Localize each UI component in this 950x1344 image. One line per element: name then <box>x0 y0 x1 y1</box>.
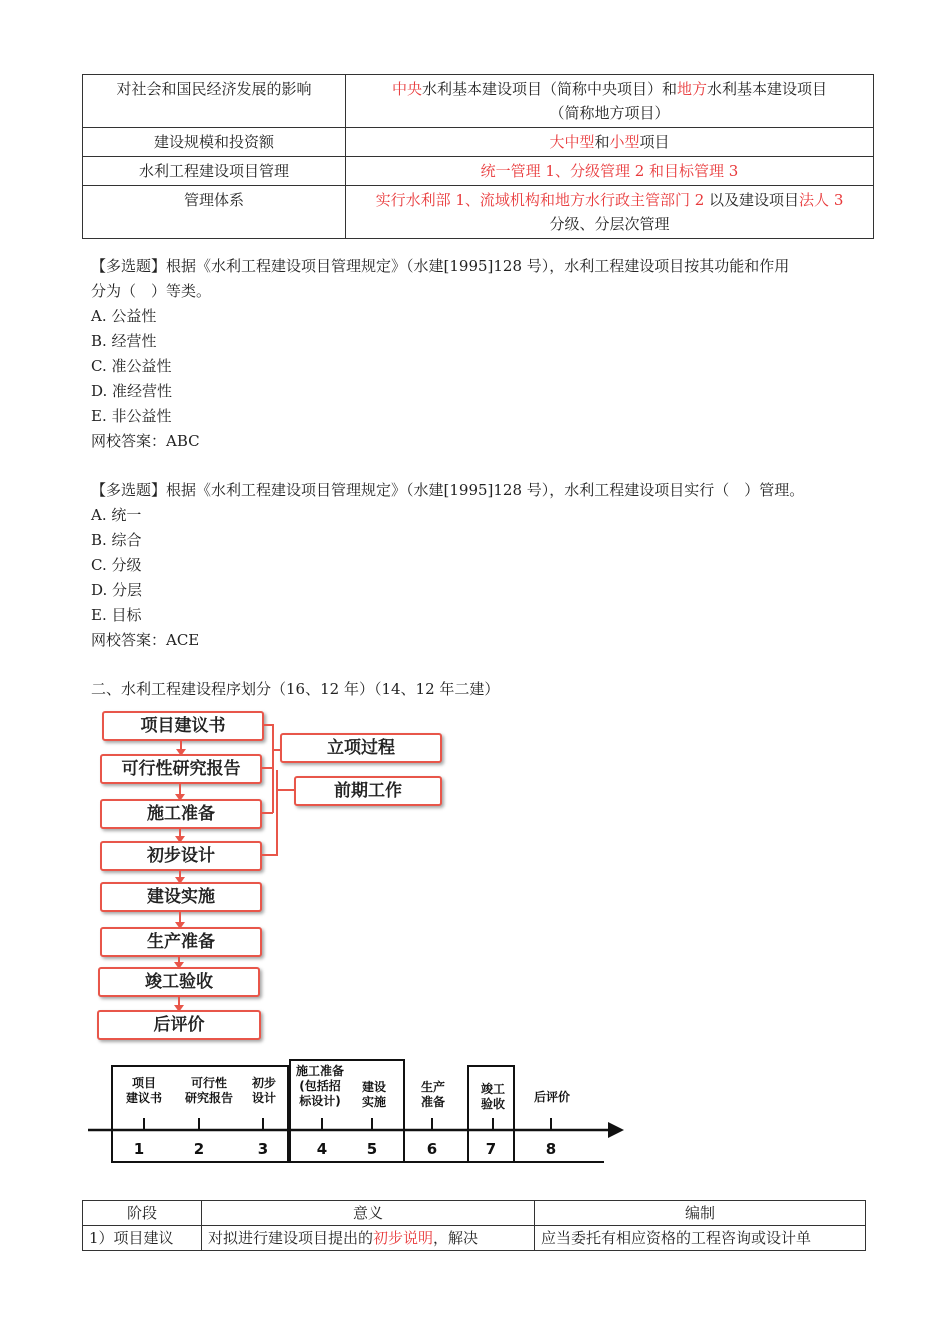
project-classification-table <box>82 74 874 239</box>
option: D. 准经营性 <box>91 382 173 400</box>
option: D. 分层 <box>91 581 143 599</box>
down-arrow-icon <box>178 997 180 1006</box>
down-arrow-icon <box>178 957 180 963</box>
timeline-stage-label: 初步 设计 <box>251 1076 276 1105</box>
down-arrow-icon <box>179 871 181 878</box>
flow-step: 生产准备 <box>100 927 262 957</box>
row-label: 建设规模和投资额 <box>83 128 346 157</box>
meaning-cell: 对拟进行建设项目提出的初步说明，解决 <box>202 1226 535 1251</box>
option: C. 准公益性 <box>91 357 172 375</box>
timeline-stage-label: 可行性 研究报告 <box>184 1076 233 1105</box>
table-row <box>83 128 874 157</box>
flow-step: 可行性研究报告 <box>100 754 262 784</box>
question-1 <box>91 254 891 454</box>
option: E. 非公益性 <box>91 407 172 425</box>
timeline-stage-label: 竣工 验收 <box>480 1082 505 1111</box>
flow-step: 项目建议书 <box>102 711 264 741</box>
timeline-stage-label: 建设 实施 <box>361 1080 386 1109</box>
answer: 网校答案：ABC <box>91 432 200 450</box>
timeline-stage-label: 后评价 <box>533 1090 570 1104</box>
option: A. 公益性 <box>91 307 157 325</box>
flow-step: 后评价 <box>97 1010 261 1040</box>
row-label: 对社会和国民经济发展的影响 <box>83 75 346 128</box>
table-row <box>83 75 874 128</box>
down-arrow-icon <box>179 912 181 923</box>
question-text: 【多选题】根据《水利工程建设项目管理规定》（水建[1995]128 号），水利工程建设项目按其功能和作用 <box>91 257 790 275</box>
row-label: 水利工程建设项目管理 <box>83 157 346 186</box>
option: A. 统一 <box>91 506 142 524</box>
flow-step: 竣工验收 <box>98 967 260 997</box>
option: E. 目标 <box>91 606 142 624</box>
table-row <box>83 1226 866 1251</box>
timeline-stage-label: 生产 准备 <box>420 1080 445 1109</box>
flow-step: 施工准备 <box>100 799 262 829</box>
timeline-stage-number: 6 <box>426 1140 438 1158</box>
column-header: 意义 <box>202 1201 535 1226</box>
row-content: 统一管理 1、分级管理 2 和目标管理 3 <box>346 157 874 186</box>
question-2 <box>91 478 891 653</box>
timeline-stage-number: 4 <box>316 1140 328 1158</box>
answer: 网校答案：ACE <box>91 631 200 649</box>
compile-cell: 应当委托有相应资格的工程咨询或设计单 <box>535 1226 866 1251</box>
option: B. 经营性 <box>91 332 157 350</box>
timeline-stage-number: 7 <box>485 1140 497 1158</box>
timeline-stage-label: 项目 建议书 <box>125 1076 162 1105</box>
timeline-stage-number: 5 <box>366 1140 378 1158</box>
flow-step: 初步设计 <box>100 841 262 871</box>
row-content: 中央水利基本建设项目（简称中央项目）和地方水利基本建设项目 （简称地方项目） <box>346 75 874 128</box>
row-content: 大中型和小型项目 <box>346 128 874 157</box>
column-header: 阶段 <box>83 1201 202 1226</box>
table-row <box>83 157 874 186</box>
table-row <box>83 186 874 239</box>
timeline-stage-number: 8 <box>545 1140 557 1158</box>
down-arrow-icon <box>179 784 181 795</box>
section-heading: 二、水利工程建设程序划分（16、12 年）（14、12 年二建） <box>91 680 500 698</box>
timeline-arrow-icon <box>608 1122 624 1138</box>
timeline-stage-label: 施工准备 (包括招 标设计) <box>295 1064 344 1108</box>
down-arrow-icon <box>180 741 182 750</box>
flow-step: 建设实施 <box>100 882 262 912</box>
procedure-timeline <box>88 1058 628 1168</box>
stage-cell: 1）项目建议 <box>83 1226 202 1251</box>
down-arrow-icon <box>179 829 181 837</box>
option: B. 综合 <box>91 531 142 549</box>
question-text: 分为（ ）等类。 <box>91 282 212 300</box>
column-header: 编制 <box>535 1201 866 1226</box>
row-label: 管理体系 <box>83 186 346 239</box>
stage-description-table <box>82 1200 866 1251</box>
timeline-stage-number: 2 <box>193 1140 205 1158</box>
timeline-stage-number: 3 <box>257 1140 269 1158</box>
option: C. 分级 <box>91 556 142 574</box>
flow-group: 前期工作 <box>294 776 442 806</box>
row-content: 实行水利部 1、流域机构和地方水行政主管部门 2 以及建设项目法人 3 分级、分层次管理 <box>346 186 874 239</box>
timeline-stage-number: 1 <box>133 1140 145 1158</box>
flow-group: 立项过程 <box>280 733 442 763</box>
table-header-row <box>83 1201 866 1226</box>
question-text: 【多选题】根据《水利工程建设项目管理规定》（水建[1995]128 号），水利工程建设项目实行（ ）管理。 <box>91 481 805 499</box>
